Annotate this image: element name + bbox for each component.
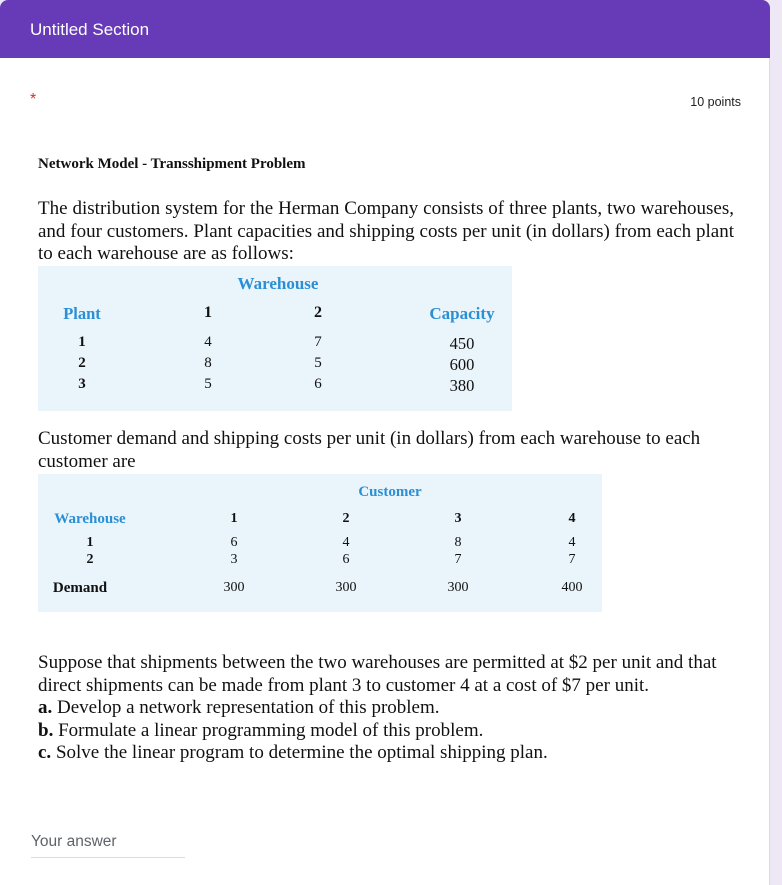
table1-header-w2: 2 bbox=[314, 304, 322, 321]
table1-header-w1: 1 bbox=[204, 304, 212, 321]
table1-cell: 8 bbox=[204, 355, 212, 371]
table1-group-header: Warehouse bbox=[237, 274, 319, 293]
table1-cell: 6 bbox=[314, 376, 322, 392]
table2-cell: 3 bbox=[230, 552, 238, 567]
question-card bbox=[0, 58, 770, 885]
required-marker: * bbox=[30, 91, 37, 108]
table1-cell: 1 bbox=[78, 334, 86, 350]
part-b-text: Formulate a linear programming model of this problem. bbox=[58, 719, 484, 741]
table1-header-plant: Plant bbox=[63, 304, 101, 323]
table2-header-c4: 4 bbox=[568, 511, 576, 526]
table2-cell: 4 bbox=[342, 535, 350, 550]
table1-cell: 7 bbox=[314, 334, 322, 350]
table2-demand-cell: 300 bbox=[335, 580, 357, 595]
answer-underline bbox=[31, 857, 185, 858]
table2-cell: 6 bbox=[342, 552, 350, 567]
warehouse-customer-table bbox=[38, 474, 602, 612]
part-a-letter: a. bbox=[38, 697, 53, 718]
table2-demand-cell: 300 bbox=[447, 580, 469, 595]
points-label: 10 points bbox=[690, 95, 741, 109]
table1-cell: 5 bbox=[314, 355, 322, 371]
table2-header-c1: 1 bbox=[230, 511, 238, 526]
table2-cell: 4 bbox=[568, 535, 576, 550]
part-b bbox=[38, 720, 734, 743]
closing-text: Suppose that shipments between the two warehouses are permitted at $2 per unit and that direct shipments can be made from plant 3 to customer 4 at a cost of $7 per unit. bbox=[38, 652, 717, 696]
table2-demand-cell: 400 bbox=[561, 580, 583, 595]
table2-demand-cell: 300 bbox=[223, 580, 245, 595]
section-header bbox=[0, 0, 770, 58]
plant-warehouse-table bbox=[38, 266, 512, 411]
table2-demand-label: Demand bbox=[52, 580, 108, 596]
table2-cell: 7 bbox=[568, 552, 576, 567]
table1-header-capacity: Capacity bbox=[429, 304, 495, 323]
table2-cell: 8 bbox=[454, 535, 462, 550]
table1-cell: 3 bbox=[78, 376, 86, 392]
part-b-letter: b. bbox=[38, 719, 54, 741]
table2-cell: 2 bbox=[86, 552, 94, 567]
part-a bbox=[38, 697, 734, 720]
table2-header-c3: 3 bbox=[454, 511, 462, 526]
question-middle: Customer demand and shipping costs per unit (in dollars) from each warehouse to each customer are bbox=[38, 428, 701, 472]
table1-cell: 600 bbox=[449, 355, 475, 374]
table1-cell: 450 bbox=[449, 334, 475, 353]
part-a-text: Develop a network representation of this problem. bbox=[57, 697, 440, 718]
part-c-text: Solve the linear program to determine the optimal shipping plan. bbox=[55, 742, 548, 763]
question-closing bbox=[38, 652, 734, 765]
table2-header-warehouse: Warehouse bbox=[54, 511, 126, 527]
table1-cell: 5 bbox=[204, 376, 212, 392]
table1-cell: 4 bbox=[204, 334, 212, 350]
question-intro: The distribution system for the Herman Company consists of three plants, two warehouses, and four customers. Plant capacities and shipping costs per unit (in dollars) from each plant to each warehouse are as follows: bbox=[38, 198, 734, 264]
table2-cell: 7 bbox=[454, 552, 462, 567]
table2-cell: 6 bbox=[230, 535, 238, 550]
question-title: Network Model - Transshipment Problem bbox=[38, 156, 306, 172]
part-c bbox=[38, 742, 734, 765]
part-c-letter: c. bbox=[38, 742, 52, 763]
answer-input[interactable]: Your answer bbox=[31, 833, 117, 850]
table1-cell: 2 bbox=[78, 355, 86, 371]
table2-header-c2: 2 bbox=[342, 511, 350, 526]
section-title: Untitled Section bbox=[30, 20, 150, 39]
table2-cell: 1 bbox=[86, 535, 94, 550]
table2-group-header: Customer bbox=[358, 484, 422, 500]
table1-cell: 380 bbox=[449, 376, 475, 395]
